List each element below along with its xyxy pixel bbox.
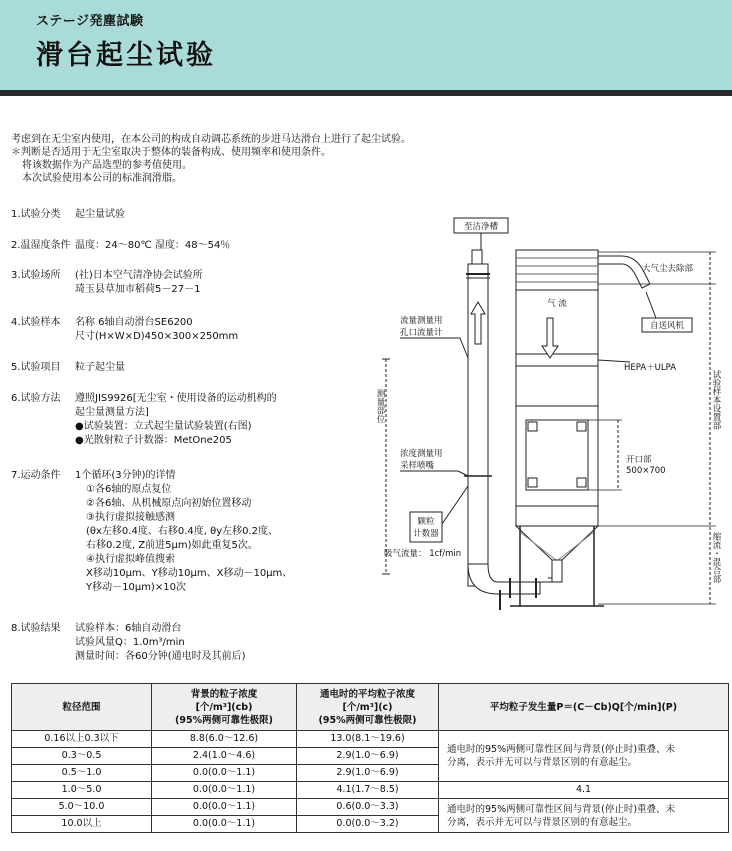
contraction-label: 缩流・混合部 <box>711 532 721 583</box>
item-value: 试验样本：6轴自动滑台 <box>75 623 182 634</box>
header-line: [个/m³](cb) <box>195 701 253 713</box>
table-header-row <box>12 684 729 731</box>
item-value: 尺寸(H×W×D)450×300×250mm <box>75 331 239 342</box>
suction-label: 吸气流量： 1cf/min <box>384 549 462 559</box>
cell-bg: 0.0(0.0～1.1) <box>152 782 297 799</box>
item-value: Y移动－10μm)×10次 <box>86 582 186 593</box>
cell-range: 10.0以上 <box>12 816 152 833</box>
header-background <box>152 684 297 731</box>
intro-text <box>11 133 411 185</box>
note-line: 分离，表示并无可以与背景区别的有意起尘。 <box>447 757 638 768</box>
intro-note: ＊判断是否适用于无尘室取决于整体的装备构成、使用频率和使用条件。 <box>11 147 331 158</box>
cell-range: 0.16以上0.3以下 <box>12 731 152 748</box>
note-line: 通电时的95%两侧可靠性区间与背景(停止时)重叠、未 <box>447 803 676 815</box>
counter-label-1: 颗粒 <box>417 517 435 527</box>
cell-range: 5.0～10.0 <box>12 799 152 816</box>
cell-bg: 0.0(0.0～1.1) <box>152 816 297 833</box>
item-label: 7.运动条件 <box>11 470 61 481</box>
item-value: 粒子起尘量 <box>75 362 125 373</box>
item-label: 6.试验方法 <box>11 393 61 404</box>
item-value: 温度：24～80℃ 湿度：48～54％ <box>75 240 231 251</box>
header-line: 通电时的平均粒子浓度 <box>319 688 415 700</box>
particle-results-table <box>11 683 729 833</box>
item-label: 2.温湿度条件 <box>11 240 71 251</box>
item-value: X移动10μm、Y移动10μm、X移动－10μm、 <box>86 568 293 579</box>
to-clean-pipe-label: 至洁净槽 <box>463 222 499 232</box>
item-value: ●试验装置：立式起尘量试验装置(右图) <box>75 421 252 432</box>
item-value: ④执行虚拟峰值搜索 <box>86 554 175 565</box>
header-line: 背景的粒子浓度 <box>190 688 258 700</box>
item-value: 测量时间：各60分钟(通电时及其前后) <box>75 651 246 662</box>
item-label: 3.试验场所 <box>11 270 61 281</box>
opening-label-1: 开口部 <box>626 455 652 465</box>
hepa-ulpa-filter <box>516 354 598 366</box>
conc-label-1: 浓度测量用 <box>400 449 443 459</box>
self-fan-label: 自送风机 <box>649 321 685 331</box>
intro-note-cont: 将该数据作为产品选型的参考值使用。 <box>22 160 192 171</box>
cell-range: 0.3～0.5 <box>12 748 152 765</box>
cell-range: 0.5～1.0 <box>12 765 152 782</box>
intro-line: 考虑到在无尘室内使用，在本公司的构成自动调芯系统的步进马达滑台上进行了起尘试验。 <box>11 134 411 145</box>
page-title: 滑台起尘试验 <box>36 40 216 71</box>
header-size-range: 粒径范围 <box>12 684 152 731</box>
item-value: 试验风量Q：1.0m³/min <box>75 637 185 648</box>
header-average <box>297 684 439 731</box>
header-line: (95%两侧可靠性极限) <box>175 714 273 726</box>
flow-meter-label-1: 流量测量用 <box>400 316 443 326</box>
cell-bg: 8.8(6.0～12.6) <box>152 731 297 748</box>
cell-avg: 2.9(1.0～6.9) <box>297 748 439 765</box>
item-value: (社)日本空气清净协会试验所 <box>75 270 203 281</box>
item-value: 1个循环(3分钟)的详情 <box>75 470 176 481</box>
counter-label-2: 计数器 <box>413 529 439 539</box>
sample-install-label: 试验样本设置部 <box>711 370 721 430</box>
intro-note-cont: 本次试验使用本公司的标准润滑脂。 <box>22 173 182 184</box>
header-generation: 平均粒子发生量P＝(C－Cb)Q[个/min](P) <box>439 684 729 731</box>
item-label: 5.试验项目 <box>11 362 61 373</box>
item-value: 名称 6轴自动滑台SE6200 <box>75 317 193 328</box>
item-label: 1.试验分类 <box>11 209 61 220</box>
flow-meter-label-2: 孔口流量计 <box>400 328 443 338</box>
page-header <box>0 0 732 96</box>
contraction-funnel <box>516 526 598 560</box>
item-label: 8.试验结果 <box>11 623 61 634</box>
apparatus-drawing <box>360 214 732 654</box>
test-apparatus-diagram <box>360 214 732 654</box>
header-divider <box>0 90 732 94</box>
table-row <box>12 782 729 799</box>
header-line: (95%两侧可靠性极限) <box>318 714 417 726</box>
cell-bg: 0.0(0.0～1.1) <box>152 799 297 816</box>
cell-avg: 4.1(1.7～8.5) <box>297 782 439 799</box>
air-dust-removal-unit <box>516 250 598 290</box>
opening-label-2: 500×700 <box>626 466 666 476</box>
cell-avg: 13.0(8.1～19.6) <box>297 731 439 748</box>
item-value: 起尘量测量方法] <box>75 407 149 418</box>
item-value: ③执行虚拟接触感测 <box>86 512 175 523</box>
conc-label-2: 采样喷嘴 <box>400 461 435 471</box>
air-dust-removal-label: 大气尘去除部 <box>642 264 694 274</box>
airflow-label: 气 流 <box>547 299 567 309</box>
item-value: 琦玉县草加市稻荷5－27－1 <box>75 284 201 295</box>
item-value: ②各6轴、从机械原点向初始位置移动 <box>86 498 252 509</box>
item-label: 4.试验样本 <box>11 317 61 328</box>
item-value: 遵照JIS9926[无尘室・使用设备的运动机构的 <box>75 393 277 404</box>
item-value: ①各6轴的原点复位 <box>86 484 172 495</box>
cell-bg: 2.4(1.0～4.6) <box>152 748 297 765</box>
cell-bg: 0.0(0.0～1.1) <box>152 765 297 782</box>
measure-section-label: 测量部位 <box>375 389 385 423</box>
cell-generation: 4.1 <box>439 782 729 799</box>
page-subtitle: ステージ発塵試験 <box>36 14 144 29</box>
cell-avg: 2.9(1.0～6.9) <box>297 765 439 782</box>
header-line: [个/m³](c) <box>342 701 393 713</box>
cell-note <box>439 731 729 782</box>
hepa-label: HEPA＋ULPA <box>624 363 677 373</box>
cell-note <box>439 799 729 833</box>
note-line: 分离，表示并无可以与背景区别的有意起尘。 <box>447 816 638 828</box>
note-line: 通电时的95%两侧可靠性区间与背景(停止时)重叠、未 <box>447 744 676 755</box>
cell-range: 1.0～5.0 <box>12 782 152 799</box>
cell-avg: 0.0(0.0～3.2) <box>297 816 439 833</box>
item-value: ●光散射粒子计数器：MetOne205 <box>75 435 232 446</box>
table-row <box>12 731 729 748</box>
cell-avg: 0.6(0.0～3.3) <box>297 799 439 816</box>
table-row <box>12 799 729 816</box>
item-value: (θx左移0.4度、右移0.4度, θy左移0.2度、 <box>86 526 279 537</box>
item-value: 起尘量试验 <box>75 209 125 220</box>
item-value: 右移0.2度, Z前进5μm)如此重复5次。 <box>86 540 258 551</box>
